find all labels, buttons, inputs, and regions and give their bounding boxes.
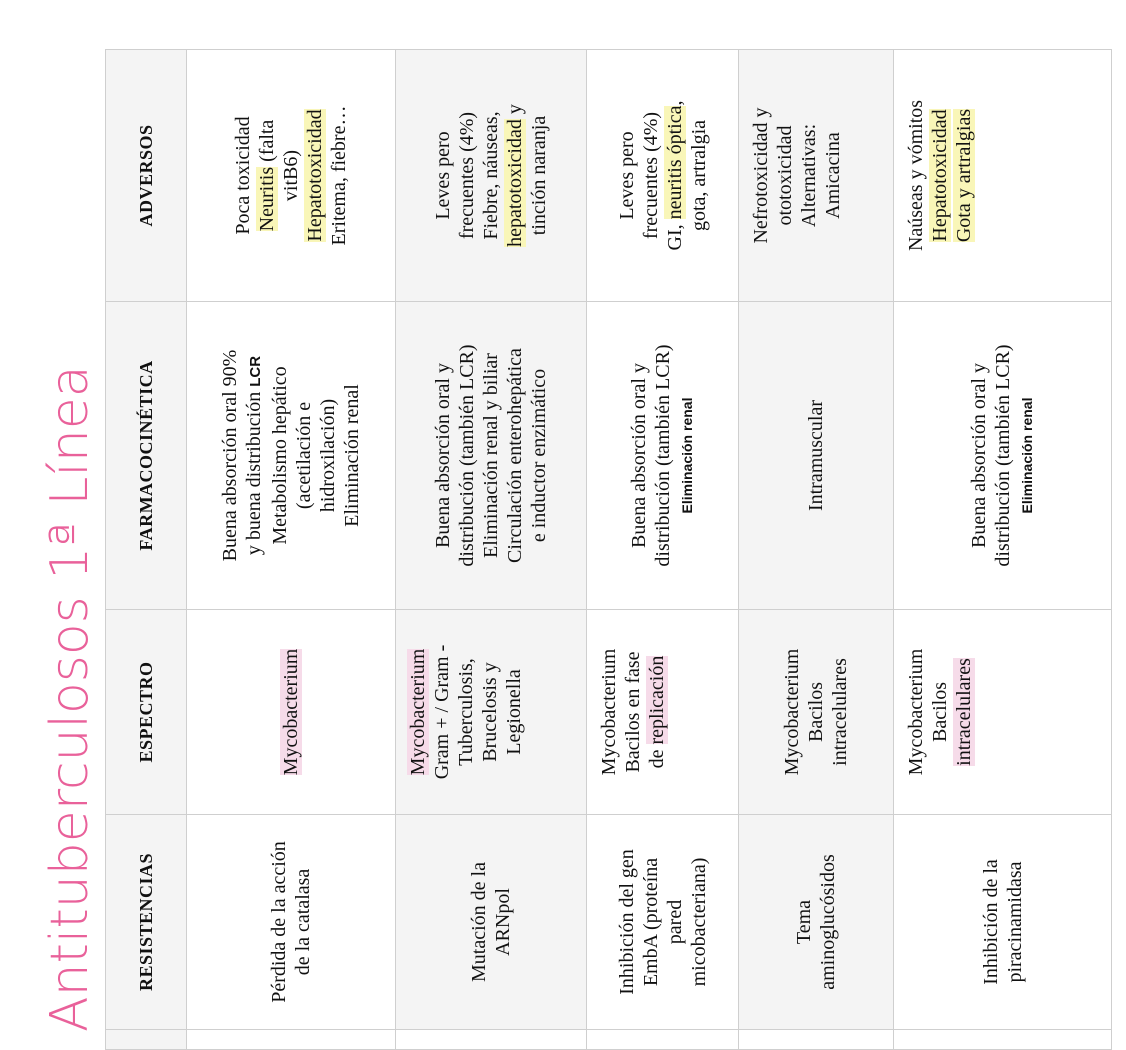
row-stub [587, 1030, 739, 1050]
highlight-pink: replicación [646, 655, 668, 745]
table-header-row [106, 50, 187, 1050]
cell-espectro [187, 610, 396, 815]
page-title: Antituberculosos 1ª Línea [40, 365, 100, 1032]
cell-resistencias: Mutación de la ARNpol [396, 815, 587, 1030]
row-stub [396, 1030, 587, 1050]
header-espectro: ESPECTRO [106, 610, 187, 815]
cell-adversos: Leves pero frecuentes (4%) Fiebre, náuseas, hepatotoxicidad y tinción naranja [396, 50, 587, 302]
row-stub [106, 1030, 187, 1050]
highlight-pink: Mycobacterium [407, 648, 429, 776]
drug-table [105, 50, 1085, 1050]
cell-resistencias: Inhibición de la piracinamidasa [894, 815, 1112, 1030]
highlight-yellow: hepatotoxicidad [504, 119, 526, 247]
cell-adversos: Leves pero frecuentes (4%) GI, neuritis óptica, gota, artralgia [587, 50, 739, 302]
highlight-yellow: neuritis óptica [663, 105, 686, 220]
cell-adversos: Nefrotoxicidad y ototoxicidad Alternativas: Amicacina [739, 50, 894, 302]
cell-espectro: Mycobacterium Bacilos intracelulares [739, 610, 894, 815]
row-stub [739, 1030, 894, 1050]
table-row [894, 50, 1112, 1050]
highlight-yellow: Hepatotoxicidad [929, 109, 951, 242]
cell-resistencias: Inhibición del gen EmbA (proteína pared micobacteriana) [587, 815, 739, 1030]
highlight-yellow: Gota y artralgias [953, 108, 975, 243]
header-resistencias: RESISTENCIAS [106, 815, 187, 1030]
cell-farmacocinetica: Buena absorción oral y distribución (también LCR) Eliminación renal y biliar Circulación enterohepática e inductor enzimático [396, 302, 587, 610]
table-row [587, 50, 739, 1050]
highlight-yellow: Neuritis [256, 166, 278, 232]
cell-espectro: Mycobacterium Bacilos en fase de replicación [587, 610, 739, 815]
row-stub [187, 1030, 396, 1050]
highlight-yellow: Hepatotoxicidad [304, 109, 326, 242]
cell-espectro: Mycobacterium Gram + / Gram - Tuberculosis, Brucelosis y Legionella [396, 610, 587, 815]
table-row [187, 50, 396, 1050]
cell-adversos: Naúseas y vómitos Hepatotoxicidad Gota y artralgias [894, 50, 1112, 302]
cell-farmacocinetica: Buena absorción oral y distribución (también LCR) Eliminación renal [587, 302, 739, 610]
header-farmacocinetica: FARMACOCINÉTICA [106, 302, 187, 610]
cell-farmacocinetica: Buena absorción oral y distribución (también LCR) Eliminación renal [894, 302, 1112, 610]
header-adversos: ADVERSOS [106, 50, 187, 302]
table-row [396, 50, 587, 1050]
row-stub [894, 1030, 1112, 1050]
table-row [739, 50, 894, 1050]
highlight-pink: Mycobacterium [280, 648, 302, 776]
cell-espectro: Mycobacterium Bacilos intracelulares [894, 610, 1112, 815]
cell-resistencias: Tema aminoglucósidos [739, 815, 894, 1030]
cell-farmacocinetica: Buena absorción oral 90% y buena distribución LCR Metabolismo hepático (acetilación e hidroxilación) Eliminación renal [187, 302, 396, 610]
cell-resistencias: Pérdida de la acción de la catalasa [187, 815, 396, 1030]
cell-adversos: Poca toxicidad Neuritis (falta vitB6) Hepatotoxicidad Eritema, fiebre… [187, 50, 396, 302]
highlight-pink: intracelulares [953, 658, 975, 766]
cell-farmacocinetica: Intramuscular [739, 302, 894, 610]
